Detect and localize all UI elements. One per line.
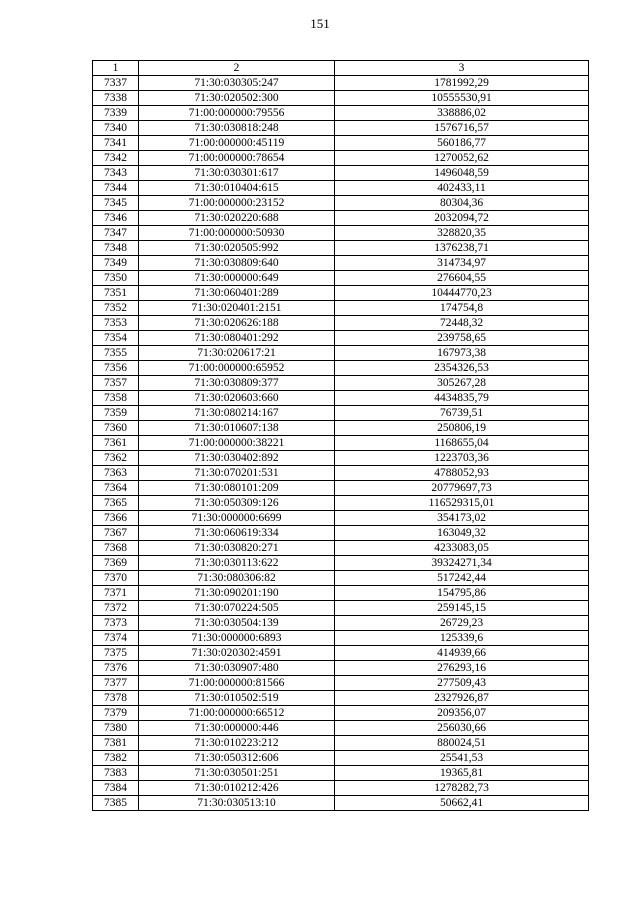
value-cell: 414939,66 [335, 646, 589, 661]
row-number-cell: 7339 [93, 106, 139, 121]
cadastral-number-cell: 71:30:010404:615 [139, 181, 335, 196]
table-row [93, 136, 589, 151]
table-row [93, 316, 589, 331]
value-cell: 80304,36 [335, 196, 589, 211]
cadastral-number-cell: 71:30:030809:377 [139, 376, 335, 391]
value-cell: 259145,15 [335, 601, 589, 616]
table-row [93, 511, 589, 526]
value-cell: 10444770,23 [335, 286, 589, 301]
table-row [93, 751, 589, 766]
row-number-cell: 7373 [93, 616, 139, 631]
value-cell: 1376238,71 [335, 241, 589, 256]
row-number-cell: 7365 [93, 496, 139, 511]
cadastral-number-cell: 71:30:030113:622 [139, 556, 335, 571]
value-cell: 239758,65 [335, 331, 589, 346]
row-number-cell: 7343 [93, 166, 139, 181]
cadastral-number-cell: 71:30:010502:519 [139, 691, 335, 706]
row-number-cell: 7354 [93, 331, 139, 346]
table-row [93, 391, 589, 406]
value-cell: 1278282,73 [335, 781, 589, 796]
table-row [93, 556, 589, 571]
table-row [93, 151, 589, 166]
row-number-cell: 7372 [93, 601, 139, 616]
table-row [93, 736, 589, 751]
value-cell: 305267,28 [335, 376, 589, 391]
cadastral-number-cell: 71:30:020617:21 [139, 346, 335, 361]
value-cell: 4788052,93 [335, 466, 589, 481]
row-number-cell: 7382 [93, 751, 139, 766]
cadastral-number-cell: 71:30:080401:292 [139, 331, 335, 346]
value-cell: 328820,35 [335, 226, 589, 241]
row-number-cell: 7367 [93, 526, 139, 541]
row-number-cell: 7341 [93, 136, 139, 151]
table-row [93, 646, 589, 661]
table-row [93, 91, 589, 106]
cadastral-number-cell: 71:30:080306:82 [139, 571, 335, 586]
value-cell: 1496048,59 [335, 166, 589, 181]
table-row [93, 661, 589, 676]
value-cell: 10555530,91 [335, 91, 589, 106]
row-number-cell: 7337 [93, 76, 139, 91]
cadastral-number-cell: 71:30:000000:6893 [139, 631, 335, 646]
row-number-cell: 7384 [93, 781, 139, 796]
row-number-cell: 7347 [93, 226, 139, 241]
row-number-cell: 7356 [93, 361, 139, 376]
row-number-cell: 7344 [93, 181, 139, 196]
value-cell: 1168655,04 [335, 436, 589, 451]
value-cell: 125339,6 [335, 631, 589, 646]
row-number-cell: 7357 [93, 376, 139, 391]
table-row [93, 451, 589, 466]
table-row [93, 376, 589, 391]
table-row [93, 406, 589, 421]
cadastral-number-cell: 71:30:030907:480 [139, 661, 335, 676]
table-row [93, 706, 589, 721]
table-row [93, 496, 589, 511]
table-row [93, 361, 589, 376]
row-number-cell: 7369 [93, 556, 139, 571]
value-cell: 560186,77 [335, 136, 589, 151]
value-cell: 4434835,79 [335, 391, 589, 406]
column-header-value: 3 [335, 61, 589, 76]
cadastral-number-cell: 71:00:000000:78654 [139, 151, 335, 166]
row-number-cell: 7374 [93, 631, 139, 646]
value-cell: 154795,86 [335, 586, 589, 601]
cadastral-number-cell: 71:30:020302:4591 [139, 646, 335, 661]
row-number-cell: 7340 [93, 121, 139, 136]
value-cell: 25541,53 [335, 751, 589, 766]
table-row [93, 286, 589, 301]
table-row [93, 226, 589, 241]
table-row [93, 256, 589, 271]
column-header-number: 1 [93, 61, 139, 76]
table-row [93, 241, 589, 256]
cadastral-number-cell: 71:30:020505:992 [139, 241, 335, 256]
cadastral-number-cell: 71:00:000000:66512 [139, 706, 335, 721]
table-row [93, 271, 589, 286]
cadastral-number-cell: 71:30:000000:6699 [139, 511, 335, 526]
value-cell: 39324271,34 [335, 556, 589, 571]
table-row [93, 781, 589, 796]
value-cell: 174754,8 [335, 301, 589, 316]
table-row [93, 526, 589, 541]
row-number-cell: 7342 [93, 151, 139, 166]
value-cell: 72448,32 [335, 316, 589, 331]
value-cell: 1223703,36 [335, 451, 589, 466]
cadastral-number-cell: 71:00:000000:23152 [139, 196, 335, 211]
cadastral-number-cell: 71:30:030820:271 [139, 541, 335, 556]
table-row [93, 421, 589, 436]
value-cell: 338886,02 [335, 106, 589, 121]
cadastral-number-cell: 71:00:000000:79556 [139, 106, 335, 121]
cadastral-number-cell: 71:30:030301:617 [139, 166, 335, 181]
row-number-cell: 7346 [93, 211, 139, 226]
row-number-cell: 7351 [93, 286, 139, 301]
row-number-cell: 7348 [93, 241, 139, 256]
value-cell: 1576716,57 [335, 121, 589, 136]
cadastral-number-cell: 71:00:000000:81566 [139, 676, 335, 691]
value-cell: 116529315,01 [335, 496, 589, 511]
value-cell: 1781992,29 [335, 76, 589, 91]
table-row [93, 796, 589, 811]
row-number-cell: 7338 [93, 91, 139, 106]
row-number-cell: 7366 [93, 511, 139, 526]
value-cell: 76739,51 [335, 406, 589, 421]
value-cell: 50662,41 [335, 796, 589, 811]
cadastral-number-cell: 71:30:010607:138 [139, 421, 335, 436]
value-cell: 402433,11 [335, 181, 589, 196]
cadastral-number-cell: 71:30:030818:248 [139, 121, 335, 136]
cadastral-number-cell: 71:30:000000:446 [139, 721, 335, 736]
row-number-cell: 7381 [93, 736, 139, 751]
cadastral-number-cell: 71:00:000000:65952 [139, 361, 335, 376]
cadastral-number-cell: 71:30:030513:10 [139, 796, 335, 811]
cadastral-number-cell: 71:30:030305:247 [139, 76, 335, 91]
cadastral-number-cell: 71:30:070224:505 [139, 601, 335, 616]
value-cell: 163049,32 [335, 526, 589, 541]
cadastral-number-cell: 71:30:020401:2151 [139, 301, 335, 316]
cadastral-number-cell: 71:30:080214:167 [139, 406, 335, 421]
cadastral-number-cell: 71:00:000000:38221 [139, 436, 335, 451]
row-number-cell: 7379 [93, 706, 139, 721]
cadastral-number-cell: 71:30:080101:209 [139, 481, 335, 496]
value-cell: 250806,19 [335, 421, 589, 436]
table-header-row [93, 61, 589, 76]
table-row [93, 121, 589, 136]
table-row [93, 766, 589, 781]
cadastral-number-cell: 71:00:000000:45119 [139, 136, 335, 151]
table-row [93, 586, 589, 601]
table-row [93, 436, 589, 451]
value-cell: 2354326,53 [335, 361, 589, 376]
row-number-cell: 7364 [93, 481, 139, 496]
table-row [93, 346, 589, 361]
value-cell: 880024,51 [335, 736, 589, 751]
cadastral-number-cell: 71:30:020626:188 [139, 316, 335, 331]
table-row [93, 196, 589, 211]
cadastral-number-cell: 71:30:070201:531 [139, 466, 335, 481]
cadastral-number-cell: 71:30:030809:640 [139, 256, 335, 271]
row-number-cell: 7380 [93, 721, 139, 736]
row-number-cell: 7378 [93, 691, 139, 706]
row-number-cell: 7345 [93, 196, 139, 211]
value-cell: 276293,16 [335, 661, 589, 676]
value-cell: 517242,44 [335, 571, 589, 586]
row-number-cell: 7355 [93, 346, 139, 361]
value-cell: 2327926,87 [335, 691, 589, 706]
row-number-cell: 7361 [93, 436, 139, 451]
row-number-cell: 7385 [93, 796, 139, 811]
row-number-cell: 7352 [93, 301, 139, 316]
table-row [93, 691, 589, 706]
value-cell: 276604,55 [335, 271, 589, 286]
page-number: 151 [310, 16, 330, 31]
table-row [93, 616, 589, 631]
cadastral-number-cell: 71:00:000000:50930 [139, 226, 335, 241]
cadastral-table [92, 60, 589, 811]
table-row [93, 631, 589, 646]
value-cell: 1270052,62 [335, 151, 589, 166]
column-header-cadastral-number: 2 [139, 61, 335, 76]
table-row [93, 76, 589, 91]
table-row [93, 106, 589, 121]
table-row [93, 331, 589, 346]
table-row [93, 211, 589, 226]
table-body [93, 76, 589, 811]
row-number-cell: 7362 [93, 451, 139, 466]
row-number-cell: 7359 [93, 406, 139, 421]
table-row [93, 166, 589, 181]
row-number-cell: 7377 [93, 676, 139, 691]
table-row [93, 571, 589, 586]
cadastral-number-cell: 71:30:030501:251 [139, 766, 335, 781]
cadastral-number-cell: 71:30:010212:426 [139, 781, 335, 796]
row-number-cell: 7358 [93, 391, 139, 406]
row-number-cell: 7375 [93, 646, 139, 661]
cadastral-number-cell: 71:30:050309:126 [139, 496, 335, 511]
row-number-cell: 7360 [93, 421, 139, 436]
table-row [93, 301, 589, 316]
value-cell: 19365,81 [335, 766, 589, 781]
row-number-cell: 7353 [93, 316, 139, 331]
table-row [93, 721, 589, 736]
value-cell: 26729,23 [335, 616, 589, 631]
cadastral-number-cell: 71:30:020603:660 [139, 391, 335, 406]
table-row [93, 466, 589, 481]
row-number-cell: 7363 [93, 466, 139, 481]
row-number-cell: 7368 [93, 541, 139, 556]
row-number-cell: 7370 [93, 571, 139, 586]
table-row [93, 676, 589, 691]
value-cell: 2032094,72 [335, 211, 589, 226]
cadastral-number-cell: 71:30:020220:688 [139, 211, 335, 226]
cadastral-number-cell: 71:30:090201:190 [139, 586, 335, 601]
cadastral-number-cell: 71:30:050312:606 [139, 751, 335, 766]
cadastral-number-cell: 71:30:060619:334 [139, 526, 335, 541]
cadastral-number-cell: 71:30:030402:892 [139, 451, 335, 466]
value-cell: 20779697,73 [335, 481, 589, 496]
cadastral-number-cell: 71:30:010223:212 [139, 736, 335, 751]
table-row [93, 481, 589, 496]
value-cell: 354173,02 [335, 511, 589, 526]
cadastral-number-cell: 71:30:020502:300 [139, 91, 335, 106]
value-cell: 277509,43 [335, 676, 589, 691]
row-number-cell: 7383 [93, 766, 139, 781]
row-number-cell: 7350 [93, 271, 139, 286]
value-cell: 209356,07 [335, 706, 589, 721]
value-cell: 4233083,05 [335, 541, 589, 556]
cadastral-number-cell: 71:30:060401:289 [139, 286, 335, 301]
row-number-cell: 7349 [93, 256, 139, 271]
table-row [93, 541, 589, 556]
table-row [93, 181, 589, 196]
value-cell: 167973,38 [335, 346, 589, 361]
row-number-cell: 7371 [93, 586, 139, 601]
value-cell: 256030,66 [335, 721, 589, 736]
table-row [93, 601, 589, 616]
cadastral-number-cell: 71:30:000000:649 [139, 271, 335, 286]
row-number-cell: 7376 [93, 661, 139, 676]
value-cell: 314734,97 [335, 256, 589, 271]
cadastral-number-cell: 71:30:030504:139 [139, 616, 335, 631]
